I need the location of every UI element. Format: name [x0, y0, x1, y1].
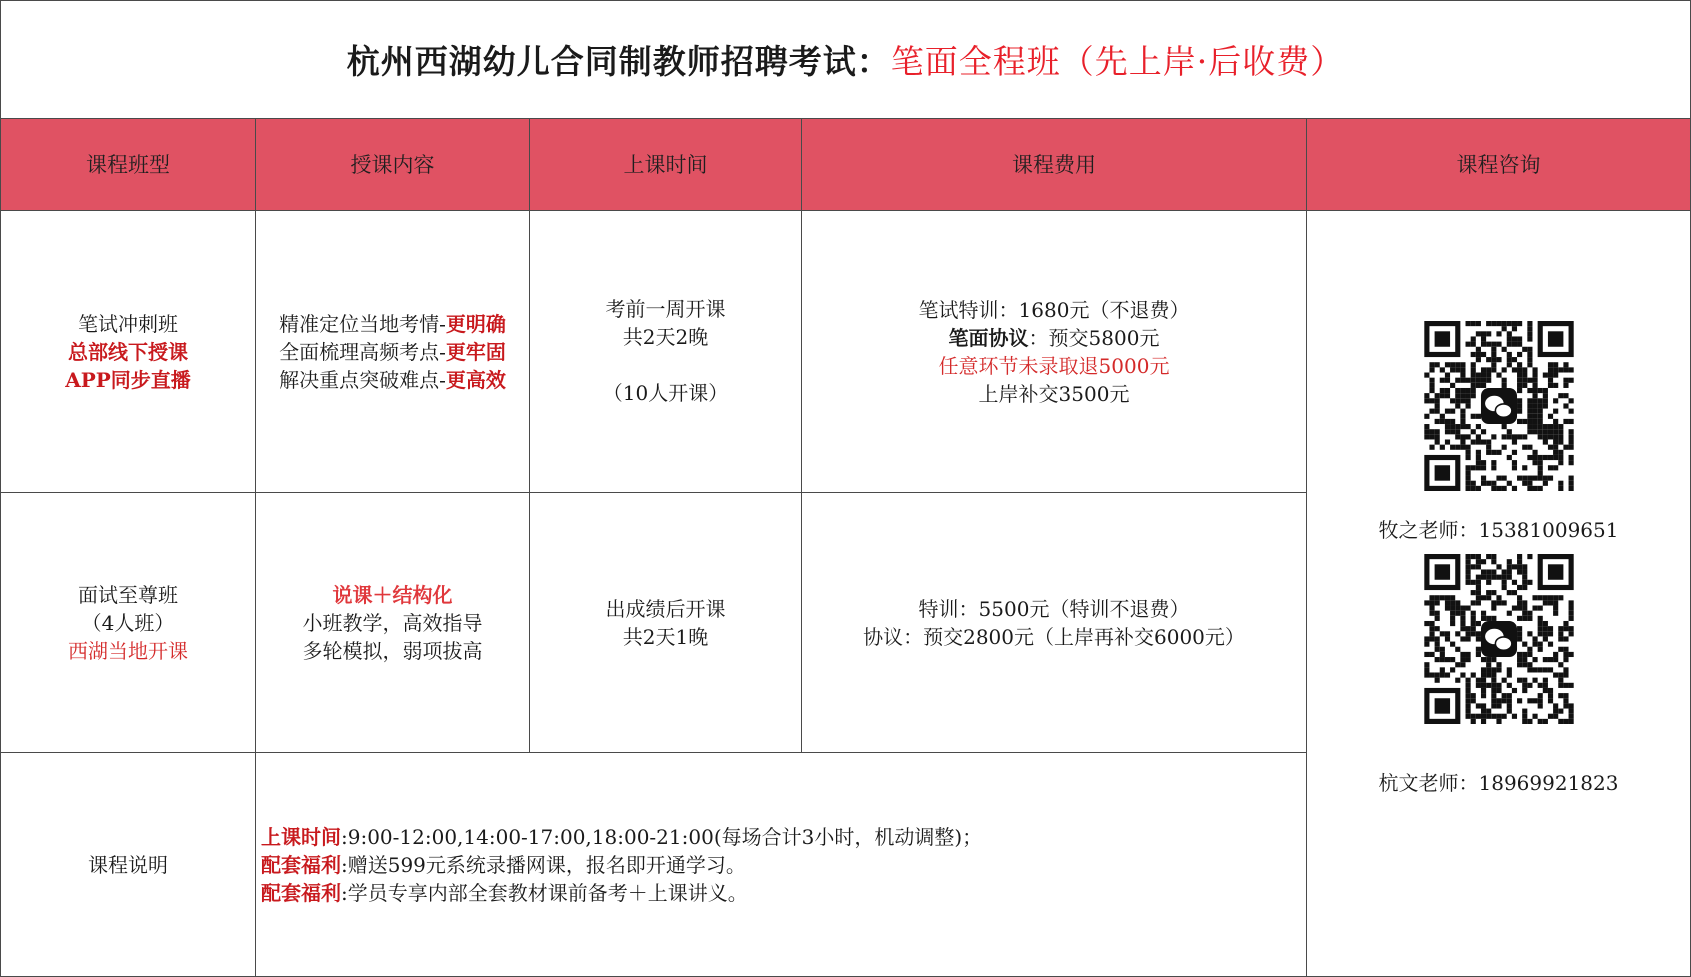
- row1-content-line: 解决重点突破难点-更高效: [279, 367, 506, 392]
- row1-fee-written: 笔试特训：1680元（不退费）: [918, 297, 1190, 322]
- row2-time: [530, 493, 802, 753]
- row2-type-size: （4人班）: [81, 610, 175, 635]
- row1-time-start: 考前一周开课: [605, 297, 726, 321]
- row1-type-live: APP同步直播: [65, 367, 191, 392]
- header-content: 授课内容: [256, 119, 530, 211]
- note-line: 配套福利:赠送599元系统录播网课，报名即开通学习。: [261, 852, 746, 877]
- row1-content: [256, 211, 530, 493]
- title-main: 杭州西湖幼儿合同制教师招聘考试：: [346, 42, 891, 81]
- note-line: 上课时间:9:00-12:00,14:00-17:00,18:00-21:00(每场合计3小时，机动调整)；: [261, 824, 983, 849]
- row3-course-note-label: 课程说明: [0, 753, 256, 977]
- row1-type-name: 笔试冲刺班: [78, 311, 178, 336]
- row1-content-line: 精准定位当地考情-更明确: [279, 311, 506, 336]
- row2-content: [256, 493, 530, 753]
- row2-time-duration: 共2天1晚: [622, 624, 709, 649]
- contact-2: 杭文老师：18969921823: [1378, 771, 1619, 795]
- row1-fee-topup: 上岸补交3500元: [978, 381, 1130, 406]
- row2-fee-agreement: 协议：预交2800元（上岸再补交6000元）: [863, 624, 1245, 649]
- row1-content-line: 全面梳理高频考点-更牢固: [279, 339, 506, 364]
- header-fee: 课程费用: [802, 119, 1307, 211]
- row1-fee: [802, 211, 1307, 493]
- row2-content-line: 小班教学，高效指导: [302, 610, 483, 635]
- row1-time-duration: 共2天2晚: [622, 325, 709, 349]
- row2-fee: [802, 493, 1307, 753]
- note-line: 配套福利:学员专享内部全套教材课前备考＋上课讲义。: [261, 880, 748, 905]
- row1-fee-agreement: 笔面协议：预交5800元: [948, 325, 1160, 350]
- row2-fee-training: 特训：5500元（特训不退费）: [918, 596, 1190, 621]
- row2-course-type: [0, 493, 256, 753]
- row1-time: [530, 211, 802, 493]
- row1-time-min-size: （10人开课）: [602, 381, 729, 405]
- row2-type-name: 面试至尊班: [78, 582, 178, 607]
- row3-course-notes: [256, 753, 1307, 977]
- header-consult: 课程咨询: [1307, 119, 1691, 211]
- qr-code-1[interactable]: [1423, 321, 1575, 491]
- row1-fee-refund: 任意环节未录取退5000元: [938, 353, 1170, 378]
- row1-type-offline: 总部线下授课: [68, 339, 188, 364]
- header-course-type: 课程班型: [0, 119, 256, 211]
- page-title: [0, 0, 1691, 119]
- qr-code-2[interactable]: [1423, 554, 1575, 724]
- row2-content-line: 多轮模拟，弱项拔高: [302, 638, 483, 663]
- header-time: 上课时间: [530, 119, 802, 211]
- row2-type-location: 西湖当地开课: [68, 638, 188, 663]
- row2-time-start: 出成绩后开课: [605, 596, 726, 621]
- consult-column: [1307, 211, 1691, 977]
- title-highlight: 笔面全程班（先上岸·后收费）: [890, 42, 1345, 81]
- row2-content-headline: 说课＋结构化: [332, 582, 453, 607]
- contact-1: 牧之老师：15381009651: [1378, 518, 1619, 542]
- row1-course-type: [0, 211, 256, 493]
